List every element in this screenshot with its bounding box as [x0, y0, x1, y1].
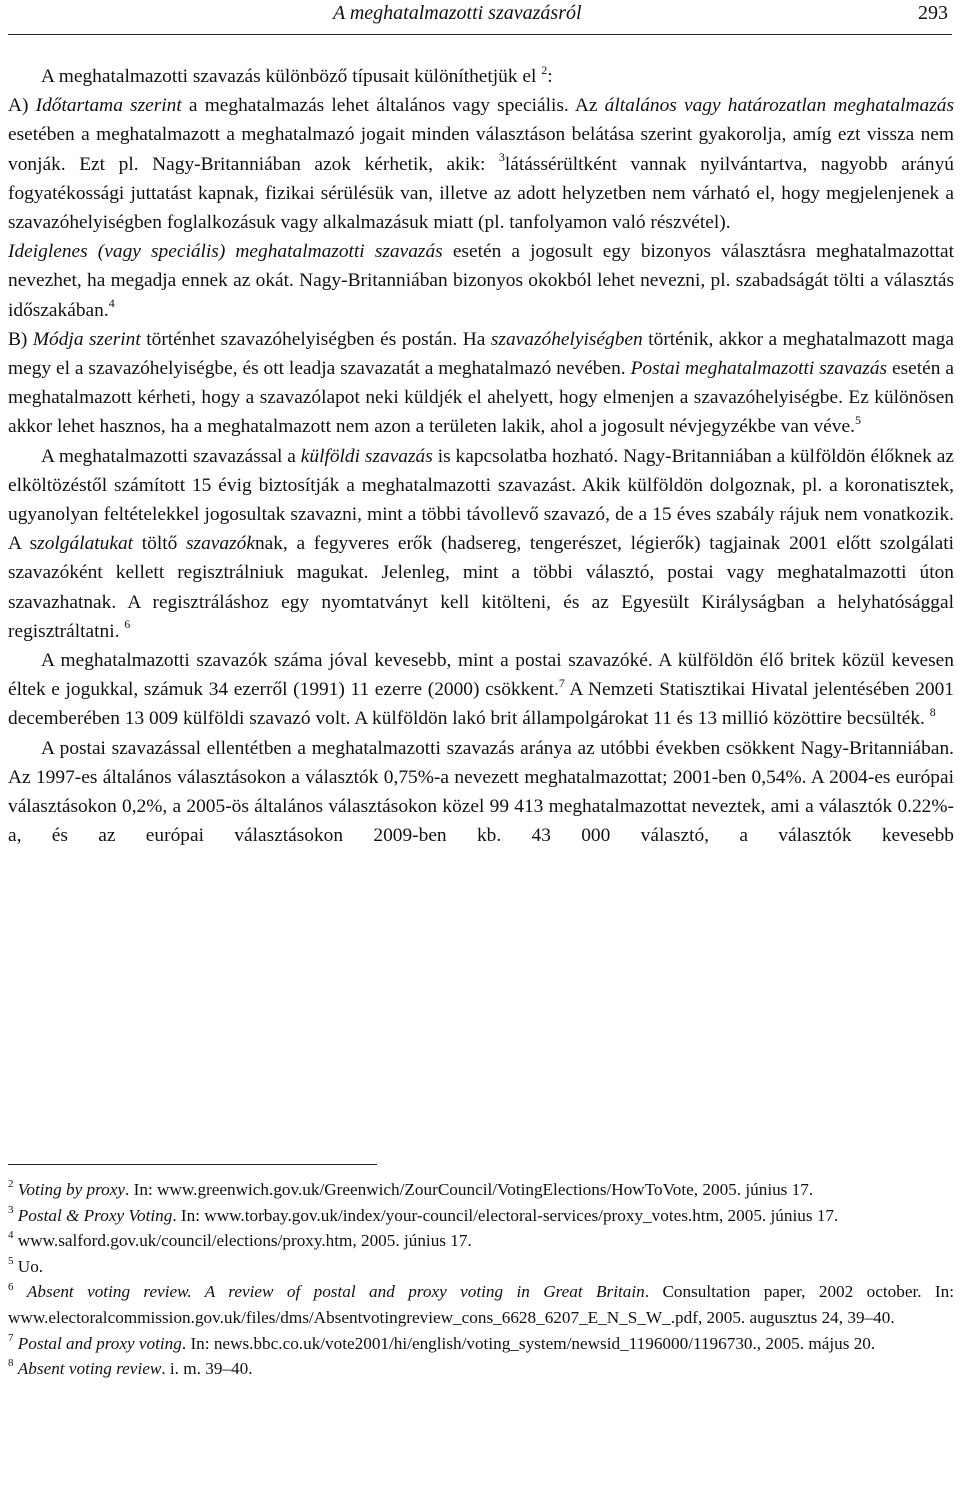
footnote-number: 3: [8, 1203, 14, 1216]
running-header: [8, 0, 952, 35]
footnote-text: . i. m. 39–40.: [161, 1359, 253, 1379]
main-text: [8, 62, 954, 850]
text-run: történik, akkor a meghatalmazott maga megy el a szavazóhelyiségbe, és ott leadja szavazatát a meghatalmazó nevében.: [8, 328, 954, 380]
footnote-4: [8, 1228, 954, 1254]
footnote-title: Postal & Proxy Voting: [17, 1205, 173, 1225]
footnote-ref-6: 6: [124, 617, 131, 632]
footnote-text: . In: news.bbc.co.uk/vote2001/hi/english/voting_system/newsid_1196000/1196730., 2005. május 20.: [181, 1333, 876, 1353]
footnote-rule: [8, 1164, 377, 1165]
footnote-title: Postal and proxy voting: [17, 1333, 182, 1353]
running-title: A meghatalmazotti szavazásról: [333, 2, 582, 24]
paragraph-4: [8, 325, 954, 442]
footnote-text: Uo.: [17, 1256, 44, 1276]
italic-run: külföldi szavazás: [300, 445, 433, 467]
italic-run: Módja szerint: [32, 328, 141, 350]
page-number: 293: [918, 2, 948, 24]
footnote-3: [8, 1203, 954, 1229]
footnote-ref-5: 5: [854, 412, 861, 427]
paragraph-5: [8, 442, 954, 646]
text-run: a meghatalmazás lehet általános vagy speciális. Az: [181, 95, 605, 117]
paragraph-2: [8, 91, 954, 237]
text-run: B): [8, 328, 33, 350]
italic-run: Ideiglenes (vagy speciális) meghatalmazotti szavazás: [8, 241, 443, 263]
italic-run: Időtartama szerint: [35, 95, 182, 117]
footnote-text: www.salford.gov.uk/council/elections/proxy.htm, 2005. június 17.: [17, 1231, 472, 1251]
footnote-title: Absent voting review: [17, 1359, 162, 1379]
paragraph-3: [8, 237, 954, 325]
footnote-title: Voting by proxy: [17, 1180, 126, 1199]
text-run: A): [8, 95, 36, 117]
text-run: is kapcsolatba hozható. Nagy-Britanniában a külföldön élőknek az elköltözéstől számított 15 évig biztosítják a meghatalmazotti szavazást. Akik külföldön dolgoznak, pl. a koronatisztek, ugyanolyan feltételekkel jogosultak szavazni, mint a többi távollevő szavazó, de a 15 éves szabály rájuk nem vonatkozik. A s: [8, 445, 954, 555]
text-run: A meghatalmazotti szavazással a: [41, 445, 301, 467]
footnote-title: Absent voting review. A review of postal and proxy voting in Great Britain: [26, 1282, 645, 1302]
footnote-ref-7: 7: [558, 675, 565, 690]
footnote-number: 4: [8, 1229, 14, 1242]
footnote-ref-4: 4: [108, 296, 115, 311]
paragraph-7: A postai szavazással ellentétben a meghatalmazotti szavazás aránya az utóbbi években csökkent Nagy-Britanniában. Az 1997-es általános választásokon a választók 0,75%-a nevezett meghatalmazottat; 2001-ben 0,54%. A 2004-es európai választásokon 0,2%, a 2005-ös általános választásokon közel 99 413 meghatalmazottat neveztek, ami a választók 0.22%-a, és az európai választásokon 2009-ben kb. 43 000 választó, a választók kevesebb: [8, 737, 954, 847]
italic-run: zolgálatukat: [37, 533, 134, 555]
text-run: nak, a fegyveres erők (hadsereg, tengerészet, légierők) tagjainak 2001 előtt szolgálati szavazóként kellett regisztrálniuk magukat. Jelenleg, mint a többi választó, postai vagy meghatalmazotti úton szavazhatnak. A regisztráláshoz egy nyomtatványt kell kitölteni, és az Egyesült Királyságban a helyhatósággal regisztráltatni.: [8, 533, 955, 642]
text-run: töltő: [133, 533, 186, 555]
footnote-number: 6: [8, 1280, 14, 1293]
footnote-ref-3: 3: [498, 150, 505, 165]
footnote-5: [8, 1254, 954, 1280]
footnote-number: 7: [8, 1331, 14, 1344]
footnote-number: 8: [8, 1357, 14, 1370]
italic-run: szavazóhelyiségben: [490, 328, 643, 350]
italic-run: Postai meghatalmazotti szavazás: [630, 358, 888, 380]
footnotes: [8, 1177, 954, 1382]
italic-run: általános vagy határozatlan meghatalmazás: [604, 95, 954, 117]
text-run: esetében a meghatalmazott a meghatalmazó jogait minden választáson belátása szerint gyakorolja, amíg ezt vissza nem vonják. Ezt pl. Nagy-Britanniában azok kérhetik, akik:: [8, 124, 954, 175]
footnote-number: 2: [8, 1178, 14, 1191]
text-run: esetén a jogosult egy bizonyos választásra meghatalmazottat nevezhet, ha megadja ennek az okát. Nagy-Britanniában bizonyos okokból lehet nevezni, pl. szabadságát tölti a választás időszakában.: [8, 241, 954, 321]
text-run: látássérültként vannak nyilvántartva, nagyobb arányú fogyatékossági juttatást kapnak, fizikai sérülésük van, illetve az adott helyzetben nem várható el, hogy megjelenjenek a szavazóhelyiségben foglalkozásuk vagy alkalmazásuk miatt (pl. tanfolyamon való részvétel).: [8, 153, 954, 234]
footnote-text: . In: www.torbay.gov.uk/index/your-council/electoral-services/proxy_votes.htm, 2005. június 17.: [172, 1205, 839, 1225]
footnote-text: . In: www.greenwich.gov.uk/Greenwich/ZourCouncil/VotingElections/HowToVote, 2005. június 17.: [125, 1180, 814, 1199]
text-run: A meghatalmazotti szavazás különböző típusait különíthetjük el: [41, 66, 542, 87]
footnote-ref-2: 2: [541, 62, 548, 77]
footnote-7: [8, 1331, 954, 1357]
paragraph-1: [8, 62, 954, 91]
footnote-2: [8, 1177, 954, 1203]
text-run: esetén a meghatalmazott kérheti, hogy a szavazólapot neki küldjék el ahelyett, hogy elmenjen a szavazóhelyiségbe. Ez különösen akkor lehet hasznos, ha a meghatalmazott nem azon a területen lakik, ahol a jogosult névjegyzékbe van véve.: [8, 358, 954, 438]
text-run: történhet szavazóhelyiségben és postán. Ha: [140, 328, 491, 350]
footnote-text: . Consultation paper, 2002 october. In: www.electoralcommission.gov.uk/files/dms/Absentvotingreview_cons_6628_6207_E_N_S_W_.pdf, 2005. augusztus 24, 39–40.: [8, 1282, 955, 1327]
footnote-number: 5: [8, 1255, 14, 1268]
text-run: A Nemzeti Statisztikai Hivatal jelentésében 2001 decemberében 13 009 külföldi szavazó volt. A külföldön lakó brit állampolgárokat 11 és 13 millió közöttire becsülték.: [8, 679, 954, 730]
text-run: :: [547, 66, 553, 87]
footnote-8: [8, 1356, 954, 1382]
footnote-ref-8: 8: [929, 705, 936, 719]
footnote-6: [8, 1279, 954, 1330]
text-run: A meghatalmazotti szavazók száma jóval kevesebb, mint a postai szavazóké. A külföldön élő britek közül kevesen éltek e jogukkal, számuk 34 ezerről (1991) 11 ezerre (2000) csökkent.: [8, 650, 954, 701]
italic-run: szavazók: [186, 533, 255, 555]
paragraph-6: [8, 646, 954, 734]
